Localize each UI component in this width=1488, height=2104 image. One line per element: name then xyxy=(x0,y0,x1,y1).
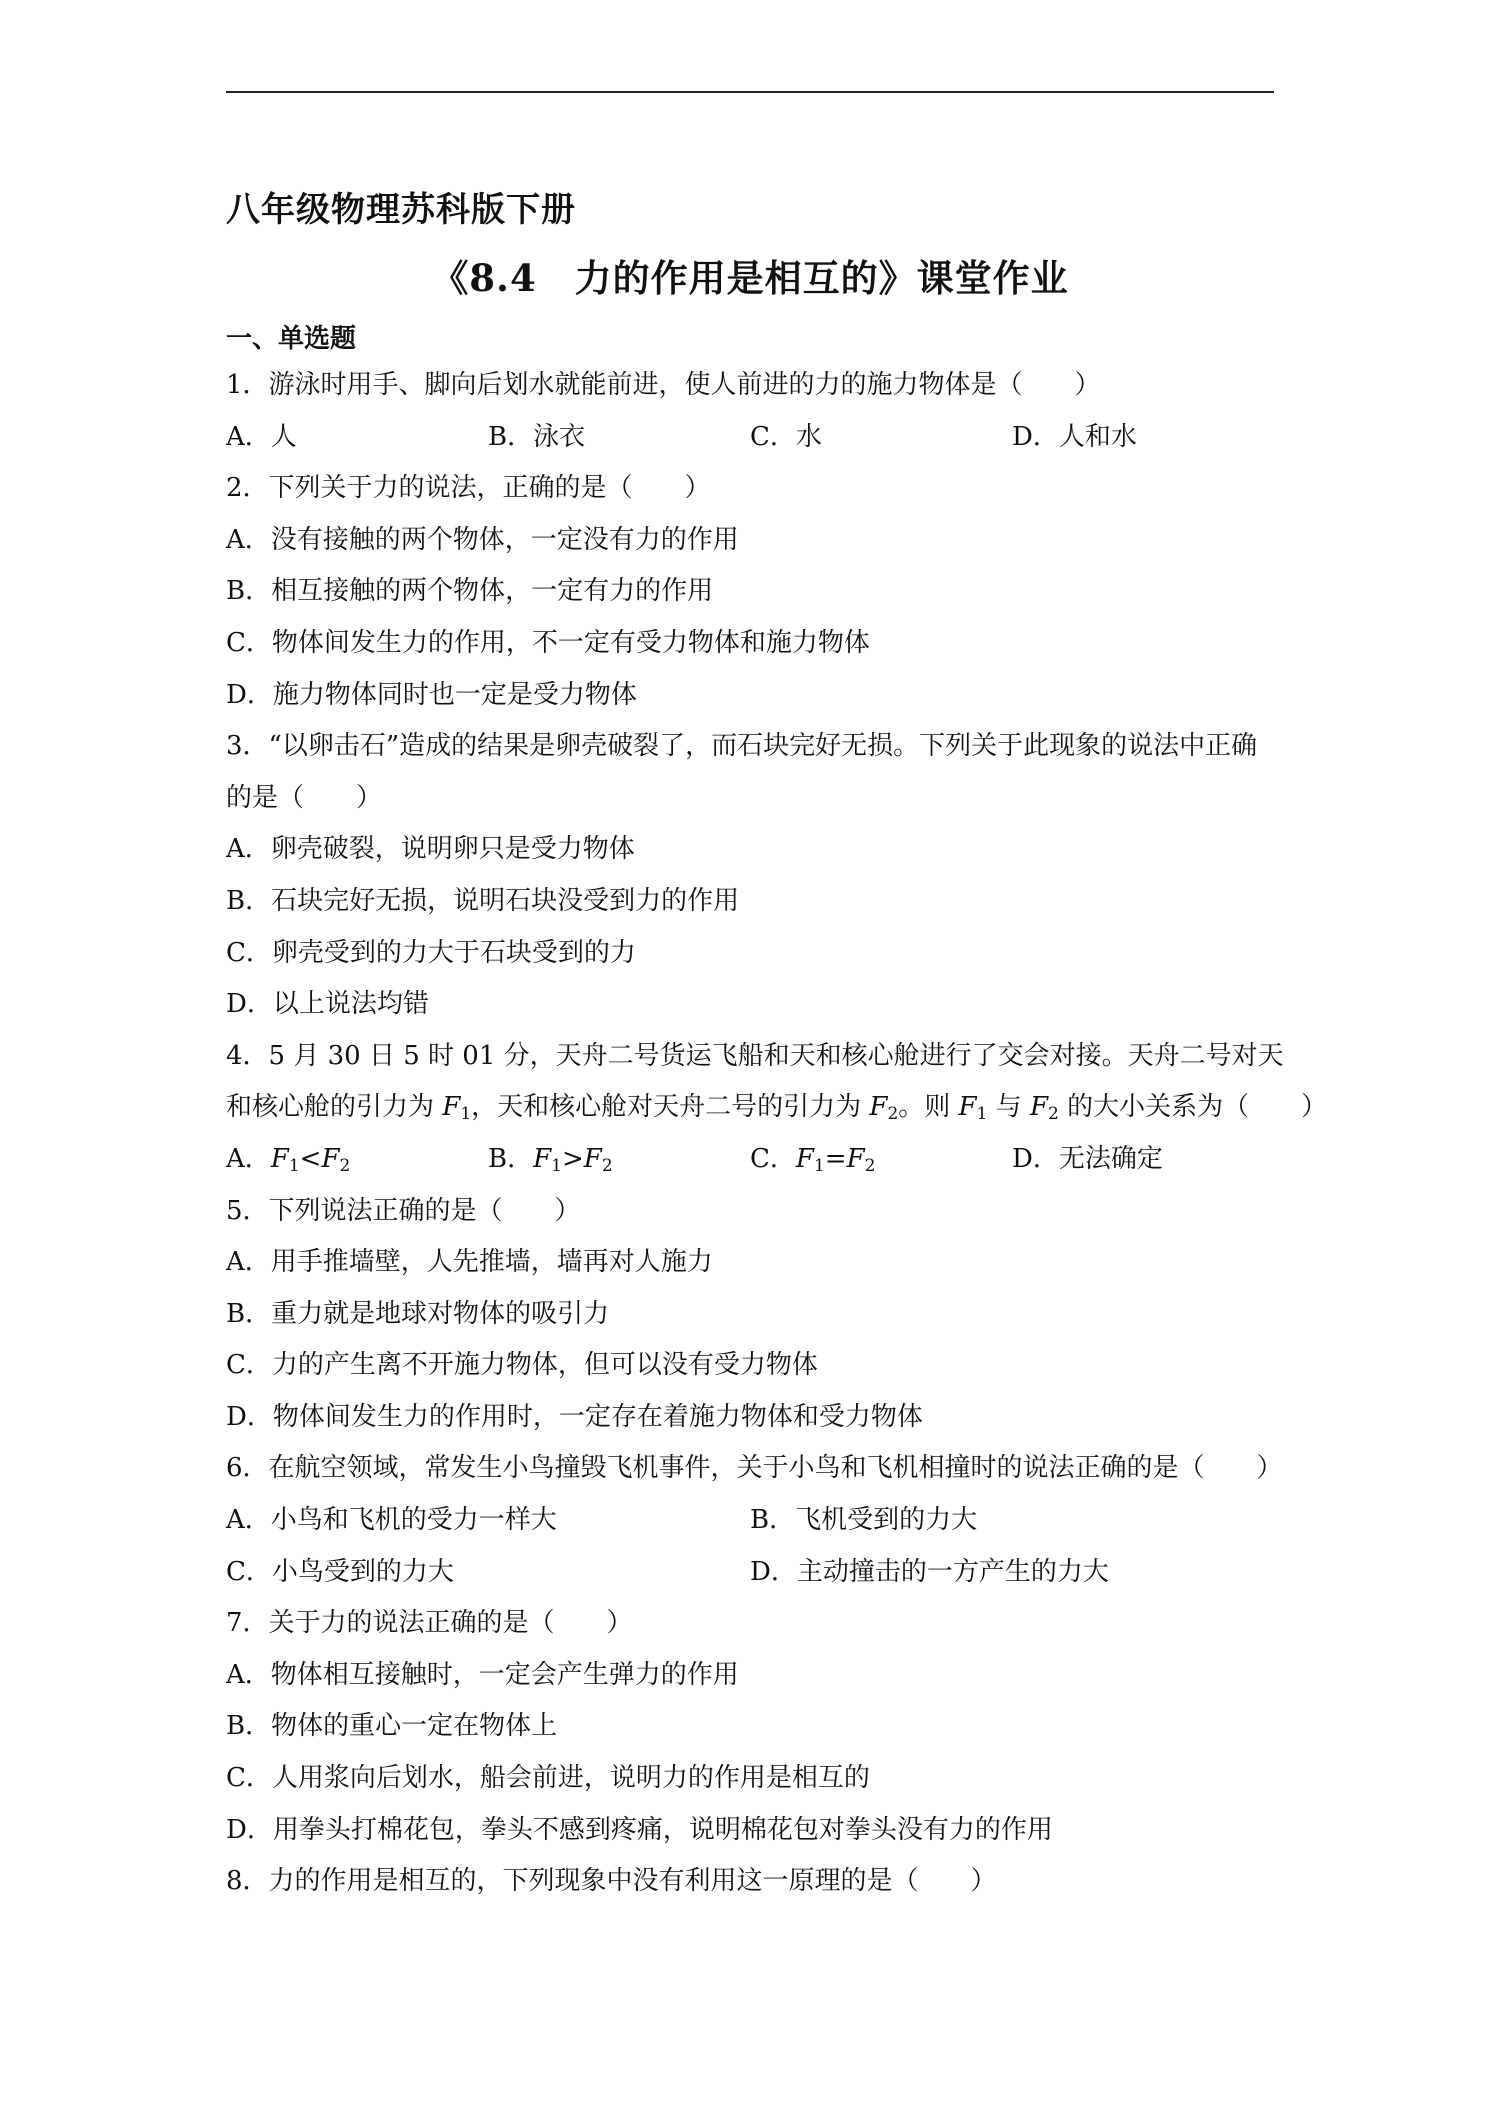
question-list xyxy=(226,360,1328,1908)
section-heading: 一、单选题 xyxy=(226,324,357,354)
question-6-option-d: D．主动撞击的一方产生的力大 xyxy=(750,1556,1109,1587)
question-2-option-b: B．相互接触的两个物体，一定有力的作用 xyxy=(226,576,714,607)
question-5-option-a: A．用手推墙壁，人先推墙，墙再对人施力 xyxy=(226,1247,713,1278)
question-1-option-c: C．水 xyxy=(750,421,822,452)
question-4-option-c xyxy=(750,1134,1012,1186)
question-6-stem: 6．在航空领域，常发生小鸟撞毁飞机事件，关于小鸟和飞机相撞时的说法正确的是（ ） xyxy=(226,1453,1283,1484)
option-prefix: A． xyxy=(226,1143,271,1174)
question-6-option-a: A．小鸟和飞机的受力一样大 xyxy=(226,1505,557,1536)
question-2-option-c: C．物体间发生力的作用，不一定有受力物体和施力物体 xyxy=(226,627,870,658)
subscript: 1 xyxy=(288,1155,300,1176)
subscript: 1 xyxy=(551,1155,562,1176)
subscript: 2 xyxy=(601,1155,613,1176)
question-6-options-row-1 xyxy=(226,1495,1274,1547)
force-symbol: F xyxy=(583,1143,602,1174)
subscript: 2 xyxy=(339,1155,351,1176)
question-4-option-b xyxy=(488,1134,750,1186)
question-5-stem: 5．下列说法正确的是（ ） xyxy=(226,1195,581,1226)
force-symbol: F xyxy=(958,1092,977,1123)
question-1-option-a: A．人 xyxy=(226,421,297,452)
force-symbol: F xyxy=(270,1143,289,1174)
question-7-option-d: D．用拳头打棉花包，拳头不感到疼痛，说明棉花包对拳头没有力的作用 xyxy=(226,1814,1053,1845)
question-3-option-d: D．以上说法均错 xyxy=(226,989,429,1020)
question-3-option-c: C．卵壳受到的力大于石块受到的力 xyxy=(226,937,636,968)
force-symbol: F xyxy=(321,1143,340,1174)
question-1-option-d: D．人和水 xyxy=(1012,421,1137,452)
document-title: 《8.4 力的作用是相互的》课堂作业 xyxy=(431,256,1069,300)
subscript: 1 xyxy=(976,1104,988,1125)
question-2-stem: 2．下列关于力的说法，正确的是（ ） xyxy=(226,473,711,504)
q4-text-c: 。则 xyxy=(898,1092,959,1123)
question-4-option-d: D．无法确定 xyxy=(1012,1143,1163,1174)
question-7-option-c: C．人用浆向后划水，船会前进，说明力的作用是相互的 xyxy=(226,1763,870,1794)
question-7-stem: 7．关于力的说法正确的是（ ） xyxy=(226,1608,633,1639)
question-6-option-b: B．飞机受到的力大 xyxy=(750,1505,978,1536)
subscript: 2 xyxy=(864,1155,876,1176)
question-1-option-b: B．泳衣 xyxy=(488,421,586,452)
force-symbol: F xyxy=(869,1092,888,1123)
force-symbol: F xyxy=(1029,1092,1048,1123)
question-3-option-b: B．石块完好无损，说明石块没受到力的作用 xyxy=(226,885,740,916)
question-6-options-row-2 xyxy=(226,1547,1274,1599)
force-symbol: F xyxy=(442,1092,461,1123)
force-symbol: F xyxy=(846,1143,865,1174)
question-1-stem: 1．游泳时用手、脚向后划水就能前进，使人前进的力的施力物体是（ ） xyxy=(226,370,1101,400)
force-symbol: F xyxy=(795,1143,814,1174)
subscript: 2 xyxy=(887,1104,899,1125)
q4-text-d: 与 xyxy=(987,1092,1030,1123)
question-1-options xyxy=(226,412,1274,464)
question-8-stem: 8．力的作用是相互的，下列现象中没有利用这一原理的是（ ） xyxy=(226,1866,997,1897)
question-7-option-a: A．物体相互接触时，一定会产生弹力的作用 xyxy=(226,1659,739,1690)
question-6-option-c: C．小鸟受到的力大 xyxy=(226,1556,454,1587)
question-3-stem-line-2: 的是（ ） xyxy=(226,782,383,813)
subscript: 2 xyxy=(1048,1104,1059,1125)
relation-symbol: > xyxy=(561,1143,584,1174)
question-4-option-a xyxy=(226,1134,488,1186)
question-2-option-a: A．没有接触的两个物体，一定没有力的作用 xyxy=(226,524,739,555)
force-symbol: F xyxy=(533,1143,552,1174)
question-5-option-b: B．重力就是地球对物体的吸引力 xyxy=(226,1298,610,1329)
question-4-options xyxy=(226,1134,1274,1186)
question-2-option-d: D．施力物体同时也一定是受力物体 xyxy=(226,679,637,710)
option-prefix: C． xyxy=(750,1143,796,1174)
question-3-stem-line-1: 3．“以卵击石”造成的结果是卵壳破裂了，而石块完好无损。下列关于此现象的说法中正确 xyxy=(226,731,1258,762)
question-3-option-a: A．卵壳破裂，说明卵只是受力物体 xyxy=(226,834,635,865)
question-4-stem-line-1: 4．5 月 30 日 5 时 01 分，天舟二号货运飞船和天和核心舱进行了交会对接。天舟二号对天 xyxy=(226,1040,1284,1071)
document-header: 八年级物理苏科版下册 xyxy=(226,190,576,230)
question-7-option-b: B．物体的重心一定在物体上 xyxy=(226,1711,558,1742)
header-rule xyxy=(226,91,1274,93)
subscript: 1 xyxy=(460,1104,472,1125)
q4-text-a: 和核心舱的引力为 xyxy=(226,1092,443,1123)
option-prefix: B． xyxy=(488,1143,534,1174)
q4-text-e: 的大小关系为（ ） xyxy=(1058,1092,1328,1123)
q4-text-b: ，天和核心舱对天舟二号的引力为 xyxy=(471,1092,870,1123)
question-4-stem-line-2 xyxy=(226,1082,1328,1134)
subscript: 1 xyxy=(813,1155,825,1176)
question-5-option-d: D．物体间发生力的作用时，一定存在着施力物体和受力物体 xyxy=(226,1401,923,1432)
relation-symbol: < xyxy=(299,1143,322,1174)
question-5-option-c: C．力的产生离不开施力物体，但可以没有受力物体 xyxy=(226,1350,818,1381)
relation-symbol: = xyxy=(824,1143,847,1174)
